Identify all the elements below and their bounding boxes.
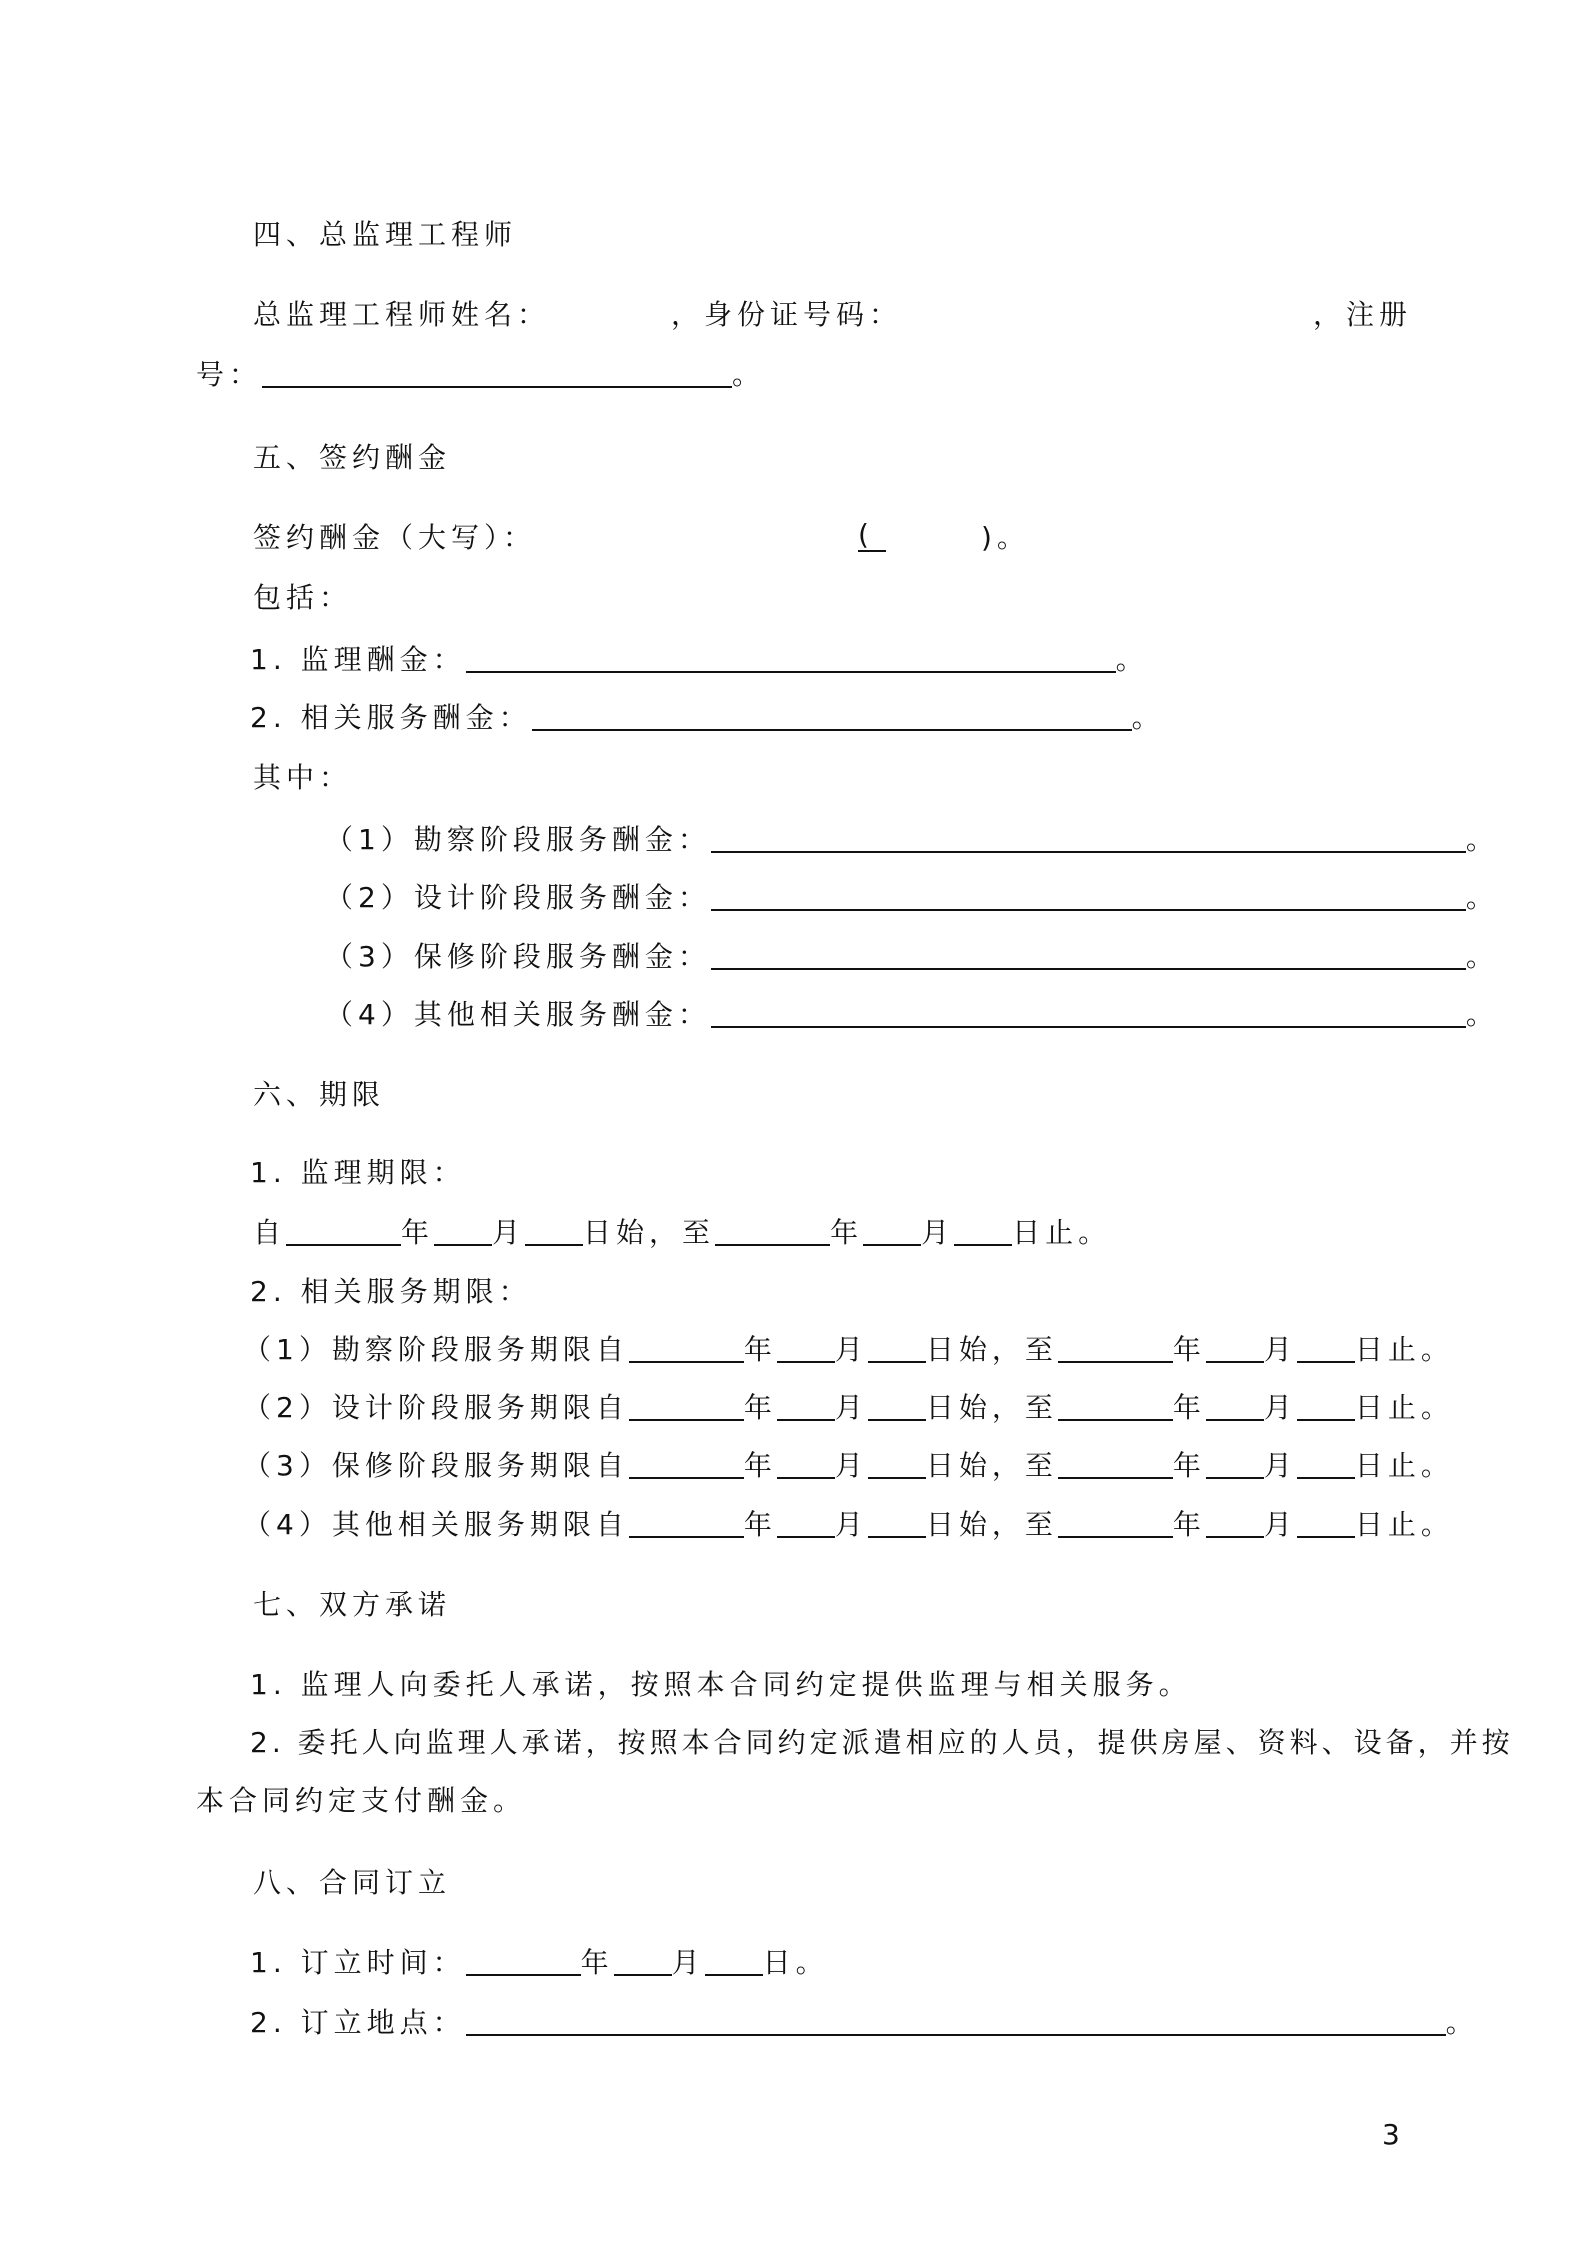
month-label: 月 [1263,1391,1297,1424]
survey-fee-line [325,820,1499,860]
registration-number-blank [262,356,732,388]
survey-fee-label: （1）勘察阶段服务酬金： [325,823,711,856]
supervision-term-label: 1. 监理期限： [250,1156,466,1189]
year-label: 年 [743,1449,777,1482]
month-label: 月 [921,1216,955,1249]
design-fee-line [325,878,1499,918]
start-year-blank [286,1214,401,1246]
end-day-blank [1297,1331,1355,1363]
end-year-blank [1058,1389,1173,1421]
day-start-label: 日始，至 [925,1333,1058,1366]
year-label: 年 [401,1216,435,1249]
month-label: 月 [834,1508,868,1541]
period: 。 [1465,823,1499,856]
design-term-line [243,1388,1454,1428]
month-label: 月 [1263,1333,1297,1366]
end-month-blank [863,1214,921,1246]
start-month-blank [777,1447,835,1479]
start-year-blank [629,1447,744,1479]
signing-place-line [250,2003,1479,2043]
supervision-fee-blank [466,641,1116,673]
supervision-term-dates [253,1213,1111,1253]
signing-day-label: 日。 [762,1946,829,1979]
other-fee-line [325,995,1499,1035]
year-label: 年 [1172,1449,1206,1482]
from-label: 自 [253,1216,287,1249]
warranty-fee-line [325,937,1499,977]
design-term-label: （2）设计阶段服务期限自 [243,1391,629,1424]
start-year-blank [629,1331,744,1363]
period: 。 [732,358,766,391]
registration-number-label: 号： [196,358,263,391]
design-fee-blank [711,879,1466,911]
section-7-heading: 七、双方承诺 [253,1588,452,1621]
other-fee-label: （4）其他相关服务酬金： [325,998,711,1031]
end-year-blank [1058,1447,1173,1479]
other-fee-blank [711,996,1466,1028]
end-day-blank [1297,1447,1355,1479]
signing-fee-paren-open: ( [858,520,886,552]
related-service-fee-label: 2. 相关服务酬金： [250,701,532,734]
period: 。 [1131,701,1165,734]
day-end-label: 日止。 [1354,1333,1454,1366]
start-month-blank [434,1214,492,1246]
section-5-heading: 五、签约酬金 [253,441,452,474]
start-day-blank [868,1447,926,1479]
registration-number-line [196,355,765,395]
period: 。 [1115,643,1149,676]
survey-term-label: （1）勘察阶段服务期限自 [243,1333,629,1366]
month-label: 月 [834,1391,868,1424]
start-day-blank [868,1331,926,1363]
day-end-label: 日止。 [1354,1449,1454,1482]
end-day-blank [1297,1506,1355,1538]
end-year-blank [715,1214,830,1246]
supervision-fee-line [250,640,1149,680]
year-label: 年 [580,1946,614,1979]
end-month-blank [1206,1447,1264,1479]
day-end-label: 日止。 [1012,1216,1112,1249]
end-month-blank [1206,1506,1264,1538]
year-label: 年 [1172,1508,1206,1541]
day-start-label: 日始，至 [925,1449,1058,1482]
signing-fee-line [253,518,1053,558]
related-service-fee-line [250,698,1165,738]
day-start-label: 日始，至 [925,1508,1058,1541]
period: 。 [1465,998,1499,1031]
warranty-fee-label: （3）保修阶段服务酬金： [325,940,711,973]
start-day-blank [868,1506,926,1538]
promise-item-1: 1. 监理人向委托人承诺，按照本合同约定提供监理与相关服务。 [250,1668,1192,1701]
design-fee-label: （2）设计阶段服务酬金： [325,881,711,914]
day-start-label: 日始，至 [925,1391,1058,1424]
day-start-label: 日始，至 [583,1216,716,1249]
promise-item-2-line-1: 2. 委托人向监理人承诺，按照本合同约定派遣相应的人员，提供房屋、资料、设备，并按 [250,1726,1514,1759]
start-month-blank [777,1506,835,1538]
day-end-label: 日止。 [1354,1391,1454,1424]
survey-term-line [243,1330,1454,1370]
supervision-fee-label: 1. 监理酬金： [250,643,466,676]
signing-fee-paren-close: )。 [981,521,1030,554]
chief-engineer-name-label: 总监理工程师姓名： [253,298,551,331]
start-day-blank [868,1389,926,1421]
end-day-blank [954,1214,1012,1246]
year-label: 年 [743,1333,777,1366]
promise-item-2-line-2: 本合同约定支付酬金。 [196,1784,527,1817]
end-year-blank [1058,1331,1173,1363]
signing-place-blank [466,2004,1446,2036]
includes-label: 包括： [253,581,353,614]
start-day-blank [525,1214,583,1246]
page-number: 3 [1382,2118,1400,2151]
signing-fee-label: 签约酬金（大写）： [253,521,537,554]
warranty-fee-blank [711,938,1466,970]
section-6-heading: 六、期限 [253,1078,386,1111]
id-number-label: ，身份证号码： [671,298,903,331]
month-label: 月 [1263,1449,1297,1482]
other-term-line [243,1505,1454,1545]
section-8-heading: 八、合同订立 [253,1866,452,1899]
day-end-label: 日止。 [1354,1508,1454,1541]
year-label: 年 [1172,1391,1206,1424]
among-label: 其中： [253,761,353,794]
start-month-blank [777,1389,835,1421]
month-label: 月 [671,1946,705,1979]
year-label: 年 [743,1508,777,1541]
period: 。 [1445,2006,1479,2039]
signing-day-blank [705,1944,763,1976]
year-label: 年 [830,1216,864,1249]
year-label: 年 [1172,1333,1206,1366]
section-4-heading: 四、总监理工程师 [253,218,518,251]
signing-month-blank [614,1944,672,1976]
signing-time-line [250,1943,829,1983]
month-label: 月 [1263,1508,1297,1541]
month-label: 月 [834,1449,868,1482]
period: 。 [1465,881,1499,914]
warranty-term-line [243,1446,1454,1486]
signing-year-blank [466,1944,581,1976]
survey-fee-blank [711,821,1466,853]
signing-place-label: 2. 订立地点： [250,2006,466,2039]
end-month-blank [1206,1331,1264,1363]
related-service-term-label: 2. 相关服务期限： [250,1275,532,1308]
start-year-blank [629,1389,744,1421]
start-year-blank [629,1506,744,1538]
start-month-blank [777,1331,835,1363]
month-label: 月 [492,1216,526,1249]
month-label: 月 [834,1333,868,1366]
period: 。 [1465,940,1499,973]
year-label: 年 [743,1391,777,1424]
related-service-fee-blank [532,699,1132,731]
registration-label: ，注册 [1313,298,1413,331]
chief-engineer-line [253,295,1413,335]
warranty-term-label: （3）保修阶段服务期限自 [243,1449,629,1482]
end-year-blank [1058,1506,1173,1538]
other-term-label: （4）其他相关服务期限自 [243,1508,629,1541]
end-month-blank [1206,1389,1264,1421]
signing-time-label: 1. 订立时间： [250,1946,466,1979]
end-day-blank [1297,1389,1355,1421]
